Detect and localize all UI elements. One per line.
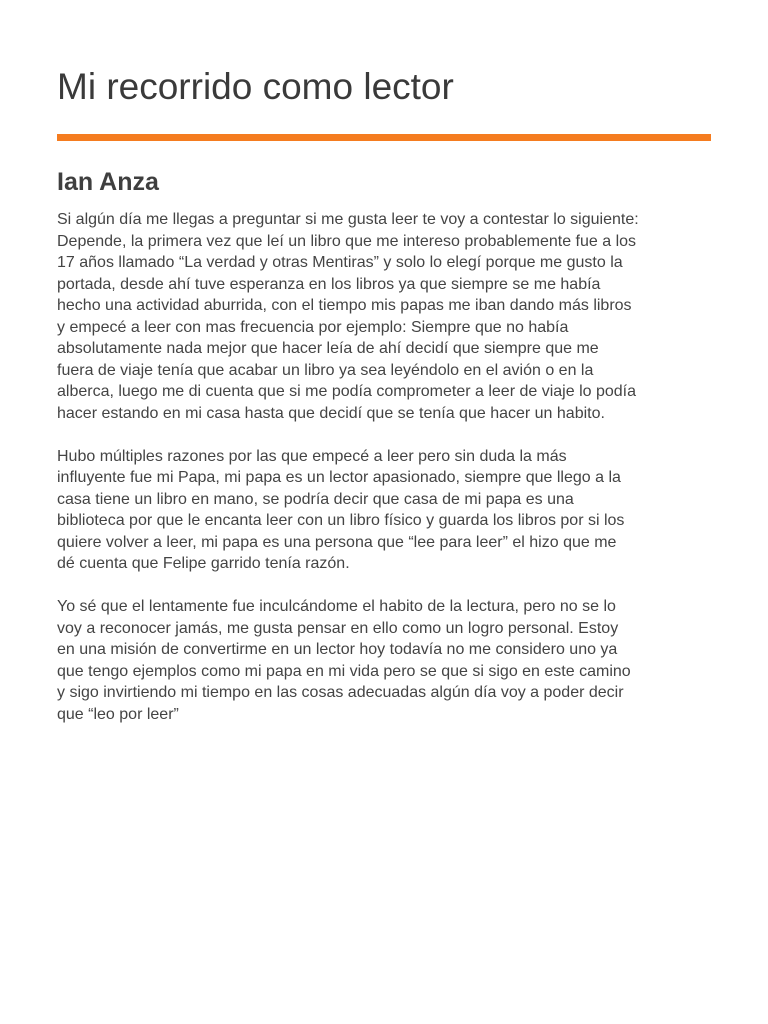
author-name: Ian Anza bbox=[57, 168, 159, 196]
text-line: Hubo múltiples razones por las que empecé a leer pero sin duda la más bbox=[57, 447, 567, 465]
text-line: Depende, la primera vez que leí un libro que me intereso probablemente fue a los bbox=[57, 232, 637, 250]
text-line: quiere volver a leer, mi papa es una persona que “lee para leer” el hizo que me bbox=[57, 533, 617, 551]
title-divider bbox=[57, 134, 711, 141]
text-line: y empecé a leer con mas frecuencia por ejemplo: Siempre que no había bbox=[57, 318, 569, 336]
document-body bbox=[57, 209, 713, 747]
paragraph-3 bbox=[57, 596, 713, 725]
text-line: en una misión de convertirme en un lector hoy todavía no me considero uno ya bbox=[57, 641, 618, 658]
text-line: absolutamente nada mejor que hacer leía de ahí decidí que siempre que me bbox=[57, 340, 599, 357]
text-line: influyente fue mi Papa, mi papa es un lector apasionado, siempre que llego a la bbox=[57, 469, 621, 486]
text-line: alberca, luego me di cuenta que si me podía comprometer a leer de viaje lo podía bbox=[57, 383, 637, 400]
text-line: Si algún día me llegas a preguntar si me gusta leer te voy a contestar lo siguiente: bbox=[57, 211, 639, 228]
text-line: que “leo por leer” bbox=[57, 705, 179, 723]
text-line: biblioteca por que le encanta leer con un libro físico y guarda los libros por si los bbox=[57, 512, 625, 529]
text-line: 17 años llamado “La verdad y otras Mentiras” y solo lo elegí porque me gusto la bbox=[57, 254, 623, 271]
text-line: Yo sé que el lentamente fue inculcándome el habito de la lectura, pero no se lo bbox=[57, 598, 616, 615]
document-title: Mi recorrido como lector bbox=[57, 66, 454, 107]
text-line: fuera de viaje tenía que acabar un libro ya sea leyéndolo en el avión o en la bbox=[57, 361, 594, 379]
paragraph-2 bbox=[57, 446, 713, 575]
text-line: hecho una actividad aburrida, con el tiempo mis papas me iban dando más libros bbox=[57, 297, 632, 314]
paragraph-1 bbox=[57, 209, 713, 424]
text-line: casa tiene un libro en mano, se podría decir que casa de mi papa es una bbox=[57, 490, 574, 508]
text-line: que tengo ejemplos como mi papa en mi vida pero se que si sigo en este camino bbox=[57, 662, 631, 680]
text-line: dé cuenta que Felipe garrido tenía razón. bbox=[57, 555, 350, 572]
text-line: hacer estando en mi casa hasta que decidí que se tenía que hacer un habito. bbox=[57, 404, 605, 422]
text-line: y sigo invirtiendo mi tiempo en las cosas adecuadas algún día voy a poder decir bbox=[57, 684, 624, 701]
text-line: voy a reconocer jamás, me gusta pensar en ello como un logro personal. Estoy bbox=[57, 619, 619, 637]
text-line: portada, desde ahí tuve esperanza en los libros ya que siempre se me había bbox=[57, 275, 601, 293]
